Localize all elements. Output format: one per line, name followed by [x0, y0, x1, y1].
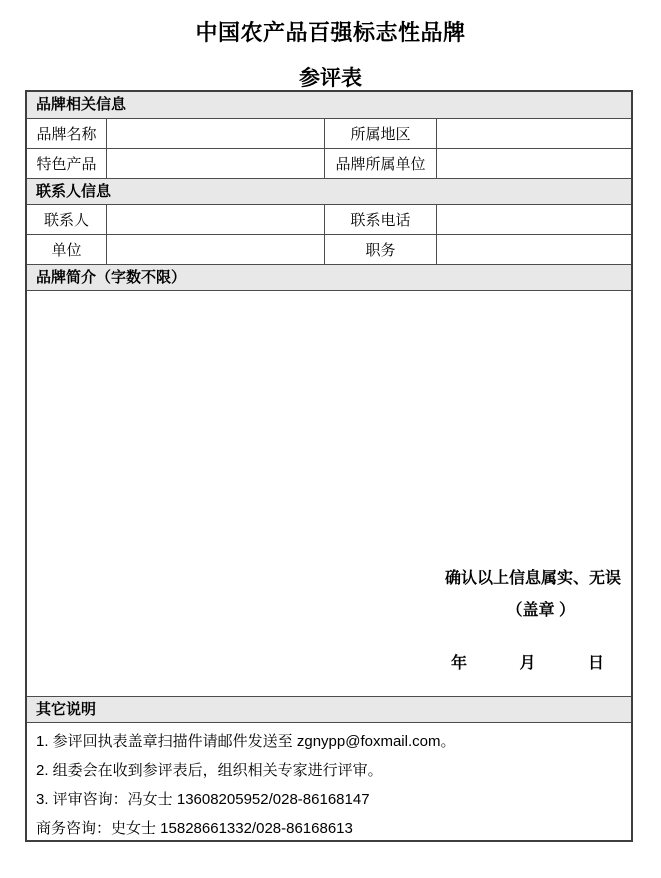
contact-phone-field[interactable] — [436, 205, 631, 234]
date-year-label: 年 — [451, 655, 468, 672]
brand-name-label: 品牌名称 — [36, 126, 97, 143]
entry-form-table — [25, 90, 633, 842]
brand-name-field[interactable] — [106, 119, 324, 148]
brand-intro-field[interactable] — [27, 290, 631, 696]
seal-placeholder: （盖章 ） — [506, 602, 575, 619]
featured-product-label: 特色产品 — [36, 156, 97, 173]
note-item-business: 商务咨询：史女士 15828661332/028-86168613 — [36, 820, 353, 837]
brand-owner-field[interactable] — [436, 149, 631, 178]
page-title: 中国农产品百强标志性品牌 — [195, 20, 466, 45]
date-month-label: 月 — [519, 655, 536, 672]
confirmation-statement: 确认以上信息属实、无误 — [444, 570, 621, 587]
section-header-brand-intro: 品牌简介（字数不限） — [27, 264, 631, 290]
region-label: 所属地区 — [324, 119, 436, 148]
contact-name-label: 联系人 — [43, 212, 89, 229]
section-header-brand-info: 品牌相关信息 — [27, 92, 631, 118]
section-header-contact-info: 联系人信息 — [27, 178, 631, 204]
note-item-3: 3. 评审咨询：冯女士 13608205952/028-86168147 — [36, 791, 370, 808]
section-header-other-notes: 其它说明 — [27, 696, 631, 722]
note-item-2: 2. 组委会在收到参评表后，组织相关专家进行评审。 — [36, 762, 383, 779]
company-field[interactable] — [106, 235, 324, 264]
contact-phone-label: 联系电话 — [324, 205, 436, 234]
confirmation-block — [27, 569, 631, 674]
contact-name-field[interactable] — [106, 205, 324, 234]
brand-owner-label: 品牌所属单位 — [324, 149, 436, 178]
table-row-company — [27, 234, 631, 264]
notes-body — [27, 722, 631, 840]
region-field[interactable] — [436, 119, 631, 148]
featured-product-field[interactable] — [106, 149, 324, 178]
table-row-brand-name — [27, 118, 631, 148]
date-day-label: 日 — [587, 655, 604, 672]
page-subtitle: 参评表 — [299, 67, 362, 90]
table-row-featured-product — [27, 148, 631, 178]
position-label: 职务 — [324, 235, 436, 264]
note-item-1: 1. 参评回执表盖章扫描件请邮件发送至 zgnypp@foxmail.com。 — [36, 733, 456, 750]
table-row-contact-name — [27, 204, 631, 234]
company-label: 单位 — [51, 242, 82, 259]
position-field[interactable] — [436, 235, 631, 264]
date-line — [27, 654, 631, 674]
